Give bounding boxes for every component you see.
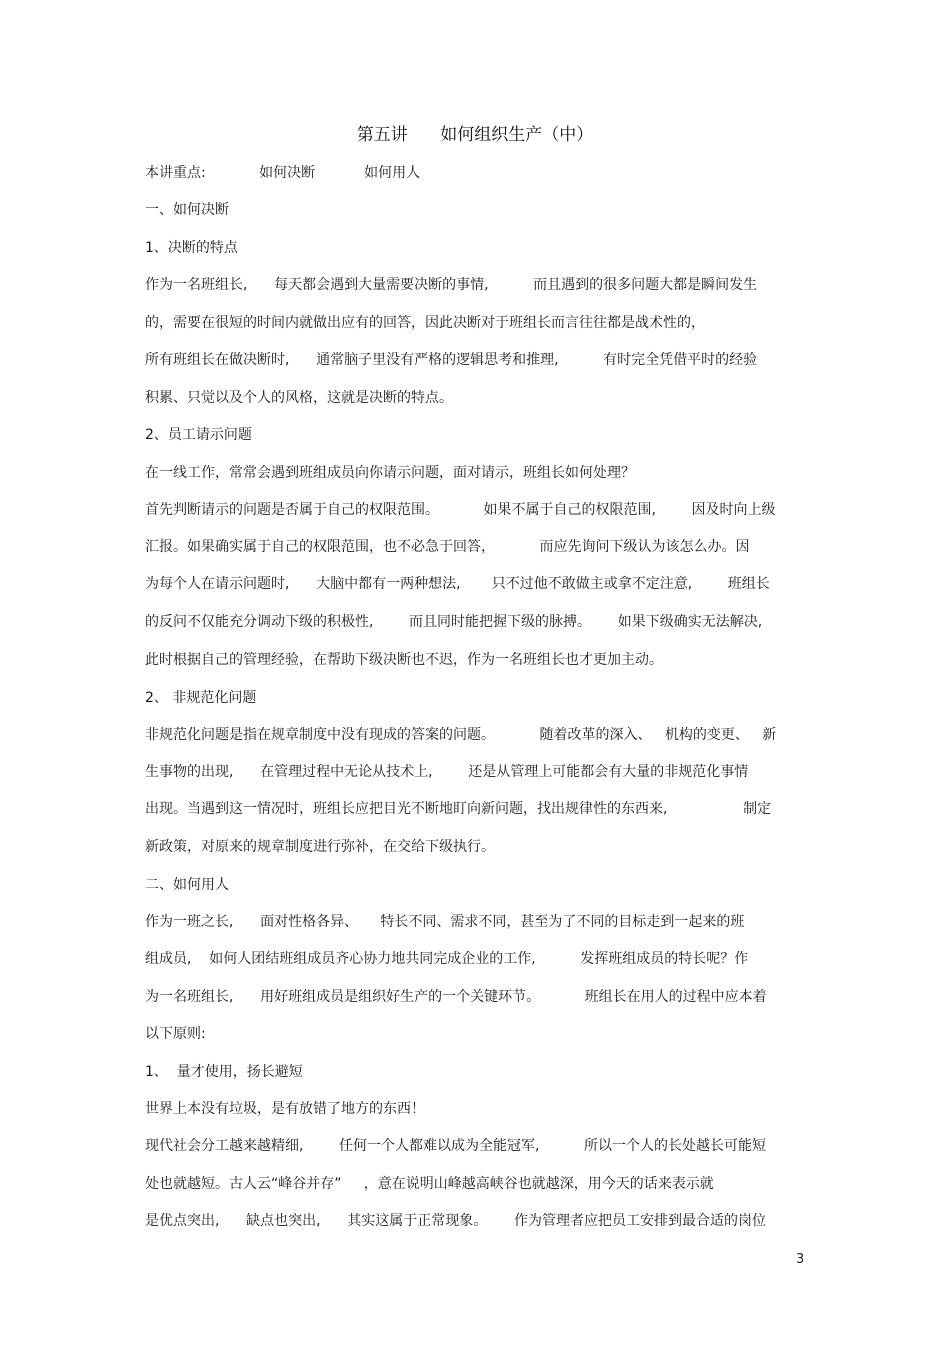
text-line: 非规范化问题是指在规章制度中没有现成的答案的问题。 随着改革的深入、 机构的变更、 新: [145, 727, 777, 743]
text-line: 积累、只觉以及个人的风格，这就是决断的特点。: [145, 390, 453, 406]
text-line: 的，需要在很短的时间内就做出应有的回答，因此决断对于班组长而言往往都是战术性的，: [145, 315, 705, 331]
text-line: 作为一班之长, 面对性格各异、 特长不同、需求不同，甚至为了不同的目标走到一起来的班: [145, 914, 745, 930]
text-line: 所有班组长在做决断时, 通常脑子里没有严格的逻辑思考和推理, 有时完全凭借平时的经验: [145, 352, 758, 368]
subsection-heading: 1、决断的特点: [145, 240, 238, 256]
text-line: 现代社会分工越来越精细, 任何一个人都难以成为全能冠军, 所以一个人的长处越长可能短: [145, 1138, 767, 1154]
section-heading: 二、如何用人: [145, 877, 229, 893]
text-line: 出现。当遇到这一情况时，班组长应把目光不断地盯向新问题，找出规律性的东西来, 制定: [145, 801, 772, 817]
text-line: 以下原则:: [145, 1026, 206, 1042]
page-number: 3: [796, 1252, 805, 1267]
text-line: 处也就越短。古人云“峰谷并存” ，意在说明山峰越高峡谷也就越深，用今天的话来表示就: [145, 1176, 714, 1192]
page-title: 第五讲 如何组织生产（中）: [356, 125, 594, 145]
text-line: 组成员, 如何人团结班组成员齐心协力地共同完成企业的工作, 发挥班组成员的特长呢？作: [145, 951, 749, 967]
subsection-heading: 1、 量才使用，扬长避短: [145, 1064, 303, 1080]
text-line: 世界上本没有垃圾，是有放错了地方的东西！: [145, 1101, 425, 1117]
text-line: 的反问不仅能充分调动下级的积极性, 而且同时能把握下级的脉搏。 如果下级确实无法解决,: [145, 614, 763, 630]
section-heading: 一、如何决断: [145, 202, 229, 218]
text-line: 在一线工作，常常会遇到班组成员向你请示问题，面对请示，班组长如何处理？: [145, 465, 635, 481]
text-line: 此时根据自己的管理经验，在帮助下级决断也不迟，作为一名班组长也才更加主动。: [145, 652, 663, 668]
text-line: 新政策，对原来的规章制度进行弥补，在交给下级执行。: [145, 839, 495, 855]
text-line: 作为一名班组长, 每天都会遇到大量需要决断的事情, 而且遇到的很多问题大都是瞬间发生: [145, 277, 758, 293]
text-line: 是优点突出, 缺点也突出, 其实这属于正常现象。 作为管理者应把员工安排到最合适的岗位: [145, 1213, 767, 1229]
text-line: 首先判断请示的问题是否属于自己的权限范围。 如果不属于自己的权限范围, 因及时向上级: [145, 502, 776, 518]
subsection-heading: 2、员工请示问题: [145, 427, 252, 443]
text-line: 本讲重点: 如何决断 如何用人: [145, 165, 421, 181]
text-line: 生事物的出现, 在管理过程中无论从技术上, 还是从管理上可能都会有大量的非规范化事情: [145, 764, 749, 780]
text-line: 为每个人在请示问题时, 大脑中都有一两种想法, 只不过他不敢做主或拿不定注意, 班组长: [145, 576, 770, 592]
text-line: 汇报。如果确实属于自己的权限范围，也不必急于回答， 而应先询问下级认为该怎么办。因: [145, 539, 750, 555]
subsection-heading: 2、 非规范化问题: [145, 690, 257, 706]
text-line: 为一名班组长, 用好班组成员是组织好生产的一个关键环节。 班组长在用人的过程中应本着: [145, 989, 767, 1005]
